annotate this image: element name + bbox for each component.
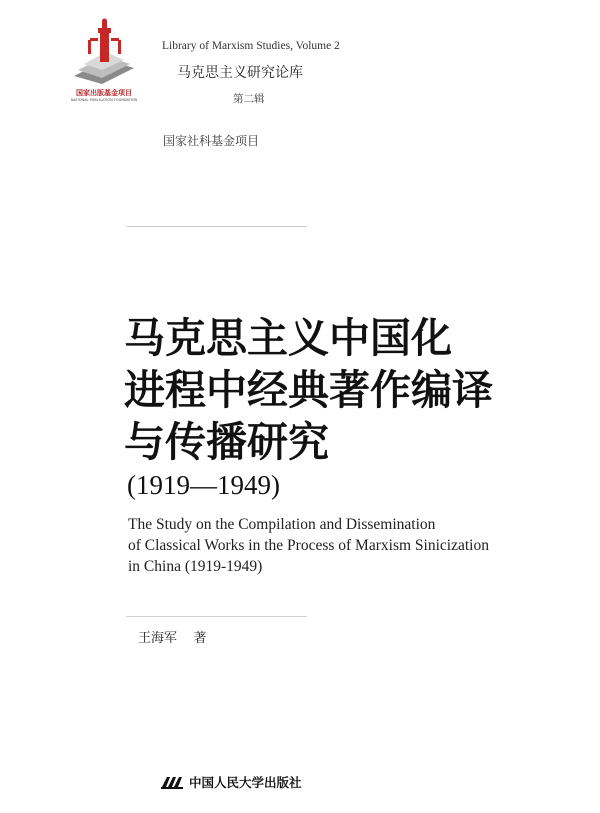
book-title-cn [124, 312, 584, 468]
title-cn-line: 马克思主义中国化 [124, 314, 452, 362]
bottom-divider [126, 616, 307, 617]
publisher [161, 772, 302, 792]
publication-fund-emblem-icon [72, 18, 136, 86]
series-volume-cn: 第二辑 [233, 93, 265, 105]
author: 王海军 著 [138, 631, 207, 646]
publisher-name: 中国人民大学出版社 [189, 775, 302, 790]
book-title-en [128, 514, 489, 577]
fund-logo-name-cn: 国家出版基金项目 [76, 89, 132, 97]
fund-logo [64, 18, 144, 104]
series-name-en: Library of Marxism Studies, Volume 2 [162, 40, 340, 52]
title-cn-line: 进程中经典著作编译 [124, 366, 493, 414]
publisher-logo-icon [161, 775, 183, 789]
fund-note: 国家社科基金项目 [163, 134, 260, 148]
title-en-line: The Study on the Compilation and Dissemination [128, 516, 436, 533]
title-cn-line: 与传播研究 [124, 418, 329, 466]
series-name-cn: 马克思主义研究论库 [177, 65, 303, 81]
title-en-line: in China (1919-1949) [128, 558, 263, 575]
title-years: (1919—1949) [127, 470, 280, 500]
top-divider [126, 226, 307, 227]
title-en-line: of Classical Works in the Process of Marxism Sinicization [128, 537, 489, 554]
fund-logo-name-en: NATIONAL PUBLICATION FOUNDATION [70, 98, 138, 102]
